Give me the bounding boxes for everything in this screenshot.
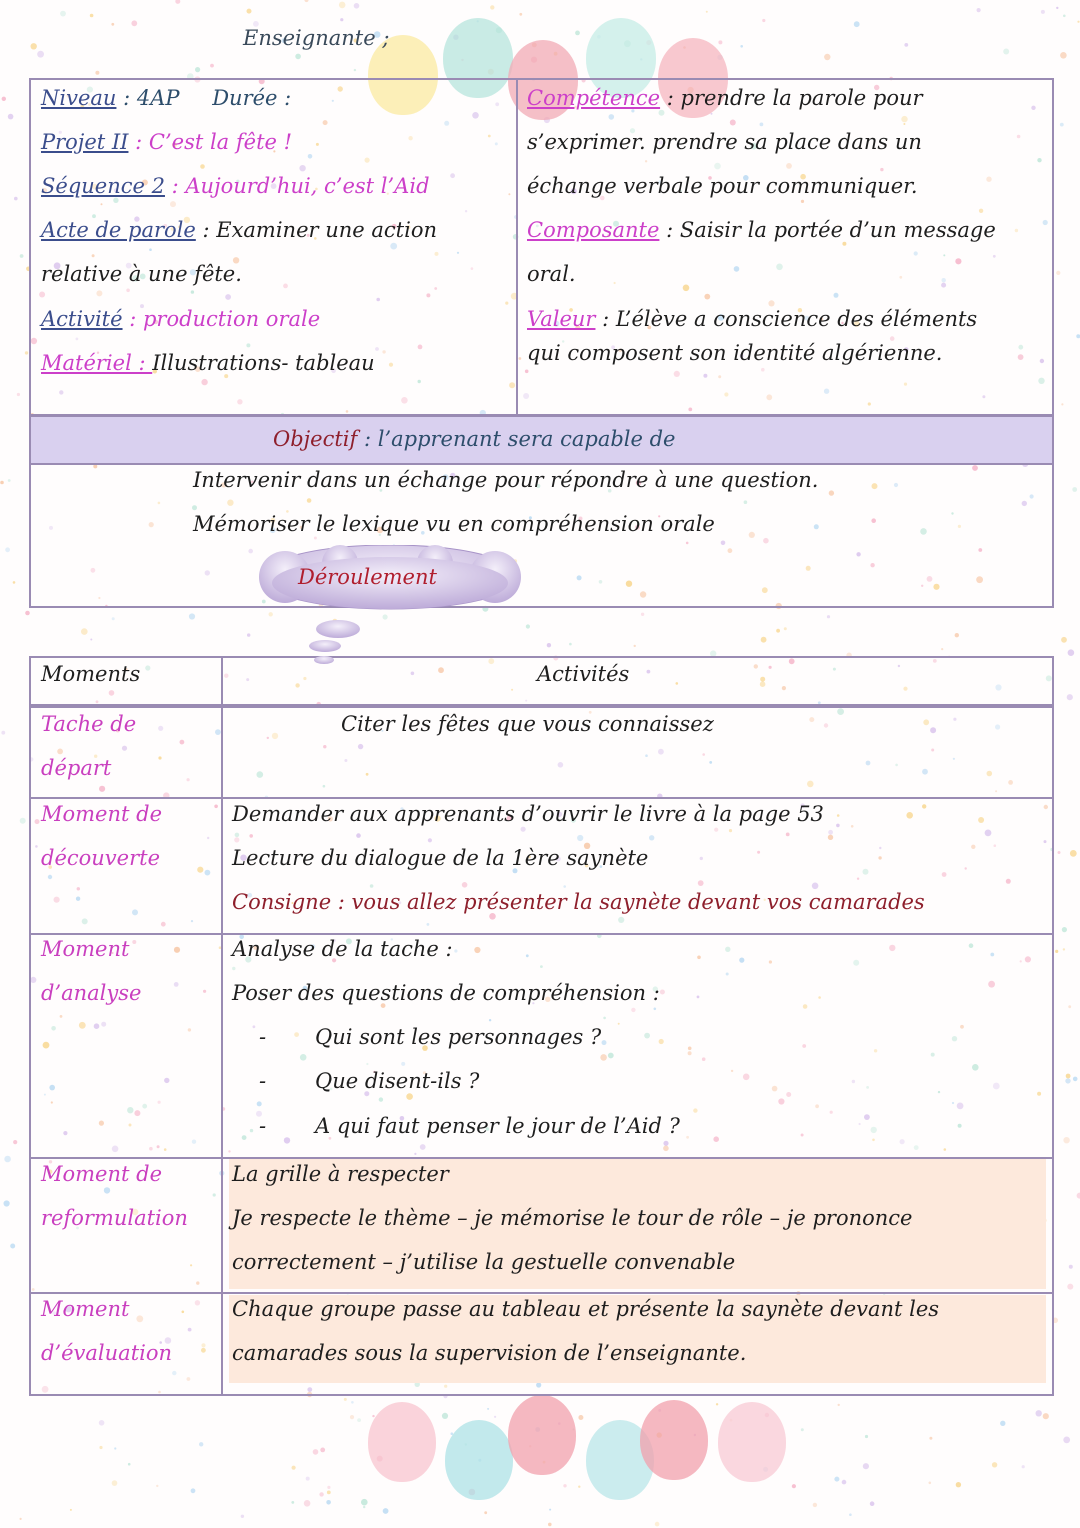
- sequence-value: : Aujourd’hui, c’est l’Aid: [164, 174, 430, 198]
- balloon-icon: [445, 1420, 513, 1500]
- activity-bullet-item: [259, 1059, 479, 1103]
- activity-line: Analyse de la tache :: [232, 937, 453, 961]
- confetti-dot: [1066, 1074, 1071, 1079]
- row-separator: [31, 1157, 1052, 1159]
- deroulement-title: Déroulement: [298, 565, 437, 589]
- activity-line: Demander aux apprenants d’ouvrir le livre à la page 53: [232, 802, 824, 826]
- composante-line: [527, 215, 996, 245]
- projet-value: : C’est la fête !: [128, 130, 293, 154]
- moment-label-analyse-2: d’analyse: [41, 981, 142, 1005]
- sequence-line: [41, 171, 430, 201]
- bullet-text: Qui sont les personnages ?: [315, 1025, 602, 1049]
- confetti-dot: [1069, 1265, 1073, 1269]
- confetti-dot: [112, 617, 115, 620]
- objectif-item-2: Mémoriser le lexique vu en compréhension orale: [193, 512, 715, 536]
- confetti-dot: [1061, 403, 1063, 405]
- activite-key: Activité: [41, 307, 123, 331]
- confetti-dot: [1073, 1077, 1078, 1082]
- confetti-dot: [1061, 637, 1067, 643]
- confetti-dot: [1065, 1078, 1070, 1083]
- moment-label-evaluation: Moment: [41, 1297, 130, 1321]
- confetti-dot: [1, 731, 5, 735]
- bullet-dash: -: [259, 1114, 267, 1138]
- moment-label-reformulation: Moment de: [41, 1162, 162, 1186]
- confetti-dot: [827, 615, 830, 618]
- confetti-dot: [1056, 271, 1060, 275]
- lesson-info-box: [29, 78, 1054, 608]
- confetti-dot: [1076, 334, 1080, 338]
- objectif-value: : l’apprenant sera capable de: [357, 427, 676, 451]
- valeur-key: Valeur: [527, 307, 596, 331]
- objectif-bar: [31, 417, 1052, 465]
- moment-label-decouverte: Moment de: [41, 802, 162, 826]
- bullet-text: Que disent-ils ?: [315, 1069, 480, 1093]
- confetti-dot: [569, 643, 572, 646]
- balloon-icon: [718, 1402, 786, 1482]
- confetti-dot: [641, 613, 644, 616]
- materiel-value: Illustrations- tableau: [152, 351, 375, 375]
- projet-key: Projet II: [41, 130, 129, 154]
- confetti-dot: [25, 351, 28, 354]
- activity-line: camarades sous la supervision de l’enseignante.: [232, 1341, 747, 1365]
- confetti-dot: [0, 481, 4, 485]
- activity-line: Poser des questions de compréhension :: [232, 981, 660, 1005]
- acte-value-continued: relative à une fête.: [41, 262, 242, 286]
- objectif-key: Objectif: [273, 427, 358, 451]
- confetti-dot: [13, 1140, 17, 1144]
- bullet-dash: -: [259, 1069, 267, 1093]
- confetti-dot: [1072, 487, 1077, 492]
- competence-key: Compétence: [527, 86, 661, 110]
- activite-line: [41, 304, 320, 334]
- confetti-dot: [20, 254, 24, 258]
- confetti-dot: [1068, 1005, 1071, 1008]
- column-separator: [221, 658, 223, 1394]
- column-header-moments: Moments: [41, 662, 141, 686]
- acte-value: : Examiner une action: [195, 218, 437, 242]
- confetti-dot: [14, 197, 18, 201]
- bullet-dash: -: [259, 1025, 267, 1049]
- confetti-dot: [5, 547, 10, 552]
- competence-line: [527, 83, 923, 113]
- confetti-dot: [20, 818, 26, 824]
- confetti-dot: [17, 393, 20, 396]
- competence-value: : prendre la parole pour: [660, 86, 923, 110]
- confetti-dot: [955, 633, 959, 637]
- objectif-heading: [273, 424, 676, 454]
- confetti-dot: [547, 643, 551, 647]
- confetti-dot: [1062, 927, 1067, 932]
- confetti-dot: [90, 639, 92, 641]
- activity-line: La grille à respecter: [232, 1162, 449, 1186]
- activite-value: : production orale: [122, 307, 321, 331]
- valeur-value-line2: qui composent son identité algérienne.: [527, 341, 943, 365]
- acte-line: [41, 215, 437, 245]
- niveau-value: : 4AP: [116, 86, 180, 110]
- teacher-label: Enseignante ;: [243, 26, 390, 50]
- confetti-dot: [13, 581, 16, 584]
- balloon-icon: [640, 1400, 708, 1480]
- activity-bullet-item: [259, 1015, 601, 1059]
- composante-value: : Saisir la portée d’un message: [659, 218, 996, 242]
- composante-key: Composante: [527, 218, 660, 242]
- moment-label-depart-2: départ: [41, 756, 112, 780]
- column-divider: [516, 80, 518, 416]
- objectif-item-1: Intervenir dans un échange pour répondre à une question.: [193, 468, 819, 492]
- niveau-key: Niveau: [41, 86, 117, 110]
- valeur-value: : L’élève a conscience des éléments: [595, 307, 978, 331]
- row-separator: [31, 933, 1052, 935]
- duree-label: Durée :: [212, 86, 292, 110]
- confetti-dot: [10, 1244, 15, 1249]
- acte-key: Acte de parole: [41, 218, 196, 242]
- confetti-dot: [1077, 1193, 1080, 1199]
- lesson-steps-table: [29, 656, 1054, 1396]
- activity-line: Citer les fêtes que vous connaissez: [341, 712, 714, 736]
- moment-label-analyse: Moment: [41, 937, 130, 961]
- confetti-dot: [1055, 950, 1058, 953]
- confetti-dot: [1067, 1284, 1073, 1290]
- confetti-dot: [1067, 694, 1073, 700]
- confetti-dot: [784, 627, 787, 630]
- projet-line: [41, 127, 292, 157]
- confetti-dot: [1058, 851, 1061, 854]
- sequence-key: Séquence 2: [41, 174, 165, 198]
- activity-line: correctement – j’utilise la gestuelle convenable: [232, 1250, 736, 1274]
- moment-label-decouverte-2: découverte: [41, 846, 160, 870]
- materiel-key: Matériel :: [41, 351, 153, 375]
- moment-label-reformulation-2: reformulation: [41, 1206, 188, 1230]
- confetti-dot: [81, 628, 88, 635]
- confetti-dot: [4, 1200, 10, 1206]
- composante-value-line2: oral.: [527, 262, 576, 286]
- confetti-dot: [1063, 1137, 1069, 1143]
- confetti-dot: [776, 629, 780, 633]
- balloon-icon: [508, 1395, 576, 1475]
- activity-bullet-item: [259, 1104, 680, 1148]
- niveau-line: [41, 83, 291, 113]
- column-header-activites: Activités: [537, 662, 630, 686]
- confetti-dot: [189, 613, 195, 619]
- activity-line: Lecture du dialogue de la 1ère saynète: [232, 846, 649, 870]
- confetti-dot: [1070, 850, 1077, 857]
- confetti-dot: [761, 637, 767, 643]
- activity-consigne: Consigne : vous allez présenter la saynète devant vos camarades: [232, 890, 925, 914]
- activity-line: Chaque groupe passe au tableau et présente la saynète devant les: [232, 1297, 940, 1321]
- confetti-dot: [8, 479, 11, 482]
- confetti-dot: [941, 648, 943, 650]
- competence-value-line3: échange verbale pour communiquer.: [527, 174, 918, 198]
- activity-line: Je respecte le thème – je mémorise le tour de rôle – je prononce: [232, 1206, 913, 1230]
- moment-label-depart: Tache de: [41, 712, 137, 736]
- confetti-dot: [4, 1156, 11, 1163]
- valeur-line: [527, 304, 977, 334]
- balloons-bottom-decoration: [0, 1380, 1080, 1528]
- confetti-dot: [634, 645, 636, 647]
- balloon-icon: [368, 1402, 436, 1482]
- confetti-dot: [25, 611, 30, 616]
- confetti-dot: [1068, 649, 1075, 656]
- bullet-text: A qui faut penser le jour de l’Aid ?: [315, 1114, 680, 1138]
- moment-label-evaluation-2: d’évaluation: [41, 1341, 173, 1365]
- materiel-line: [41, 348, 375, 378]
- competence-value-line2: s’exprimer. prendre sa place dans un: [527, 130, 922, 154]
- confetti-dot: [1063, 948, 1065, 950]
